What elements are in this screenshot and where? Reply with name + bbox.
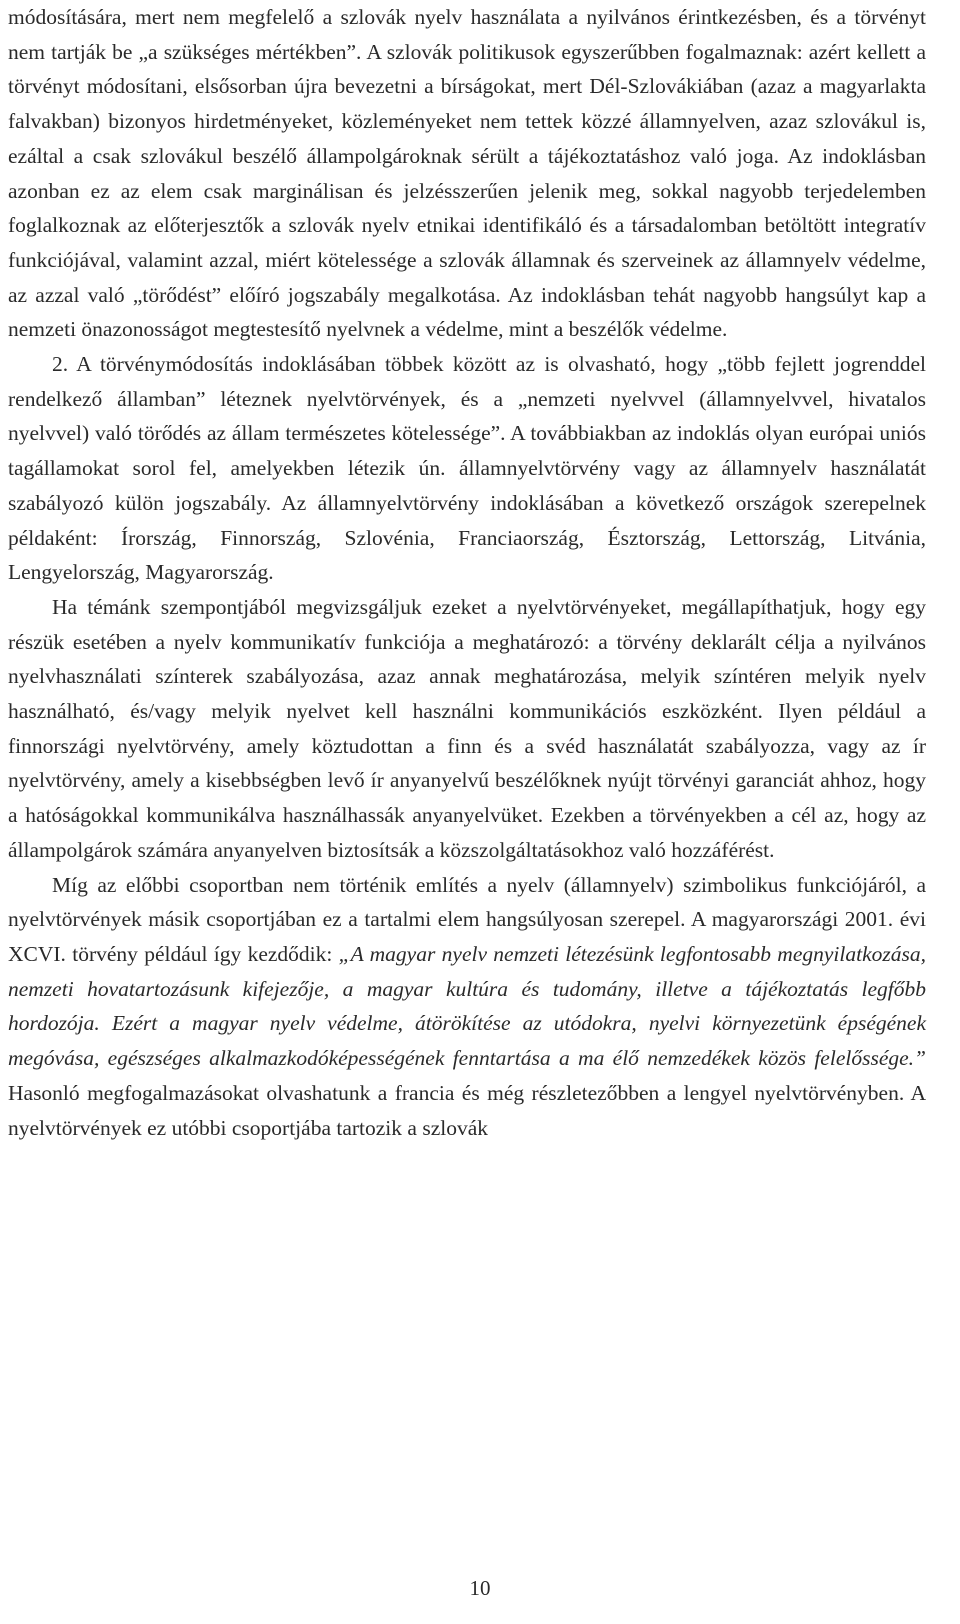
law-quote: „A magyar nyelv nemzeti létezésünk legfontosabb megnyilatkozása, nemzeti hovatartozásunk kifejezője, a magyar kultúra és tudomány, illetve a tájékoztatás legfőbb hordozója. Ezért a magyar nyelv védelme, átörökítése az utódokra, nyelvi környezetünk épségének megóvása, egészséges alkalmazkodóképességének fenntartása a ma élő nemzedékek közös felelőssége.” — [8, 941, 926, 1071]
paragraph-symbolic-function — [8, 868, 926, 1146]
page-body — [8, 0, 926, 1145]
page-number: 10 — [469, 1576, 491, 1600]
paragraph-intro-text: Míg az előbbi csoportban nem történik említés a nyelv (államnyelv) szimbolikus funkciójáról, a nyelvtörvények másik csoportjában ez a tartalmi elem hangsúlyosan szerepel. A magyarországi 2001. évi XCVI. törvény például így kezdődik: — [8, 872, 926, 966]
paragraph-outro-text: Hasonló megfogalmazásokat olvashatunk a francia és még részletezőbben a lengyel nyelvtörvényben. A nyelvtörvények ez utóbbi csoportjába tartozik a szlovák — [8, 1080, 926, 1140]
paragraph-point-2: 2. A törvénymódosítás indoklásában többek között az is olvasható, hogy „több fejlett jogrenddel rendelkező államban” léteznek nyelvtörvények, és a „nemzeti nyelvvel (államnyelvvel, hivatalos nyelvvel) való törődés az állam természetes kötelessége”. A továbbiakban az indoklás olyan európai uniós tagállamokat sorol fel, amelyekben létezik ún. államnyelvtörvény vagy az államnyelv használatát szabályozó külön jogszabály. Az államnyelvtörvény indoklásában a következő országok szerepelnek példaként: Írország, Finnország, Szlovénia, Franciaország, Észtország, Lettország, Litvánia, Lengyelország, Magyarország. — [8, 352, 926, 585]
paragraph-continuation: módosítására, mert nem megfelelő a szlovák nyelv használata a nyilvános érintkezésben, és a törvényt nem tartják be „a szükséges mértékben”. A szlovák politikusok egyszerűbben fogalmaznak: azért kellett a törvényt módosítani, elsősorban újra bevezetni a bírságokat, mert Dél-Szlovákiában (azaz a magyarlakta falvakban) bizonyos hirdetményeket, közleményeket nem tettek közzé államnyelven, azaz szlovákul is, ezáltal a csak szlovákul beszélő állampolgároknak sérült a tájékoztatáshoz való joga. Az indoklásban azonban ez az elem csak marginálisan és jelzésszerűen jelenik meg, sokkal nagyobb terjedelemben foglalkoznak az előterjesztők a szlovák nyelv etnikai identifikáló és a társadalomban betöltött integratív funkciójával, valamint azzal, miért kötelessége a szlovák államnak és szerveinek az államnyelv védelme, az azzal való „törődést” előíró jogszabály megalkotása. Az indoklásban tehát nagyobb hangsúlyt kap a nemzeti önazonosságot megtestesítő nyelvnek a védelme, mint a beszélők védelme. — [8, 5, 926, 342]
paragraph-language-laws: Ha témánk szempontjából megvizsgáljuk ezeket a nyelvtörvényeket, megállapíthatjuk, hogy egy részük esetében a nyelv kommunikatív funkciója a meghatározó: a törvény deklarált célja a nyilvános nyelvhasználati színterek szabályozása, azaz annak meghatározása, melyik színtéren melyik nyelv használható, és/vagy melyik nyelvet kell használni kommunikációs eszközként. Ilyen például a finnországi nyelvtörvény, amely köztudottan a finn és a svéd használatát szabályozza, vagy az ír nyelvtörvény, amely a kisebbségben levő ír anyanyelvű beszélőknek nyújt törvényi garanciát ahhoz, hogy a hatóságokkal kommunikálva használhassák anyanyelvüket. Ezekben a törvényekben a cél az, hogy az állampolgárok számára anyanyelven biztosítsák a közszolgáltatásokhoz való hozzáférést. — [8, 594, 926, 862]
